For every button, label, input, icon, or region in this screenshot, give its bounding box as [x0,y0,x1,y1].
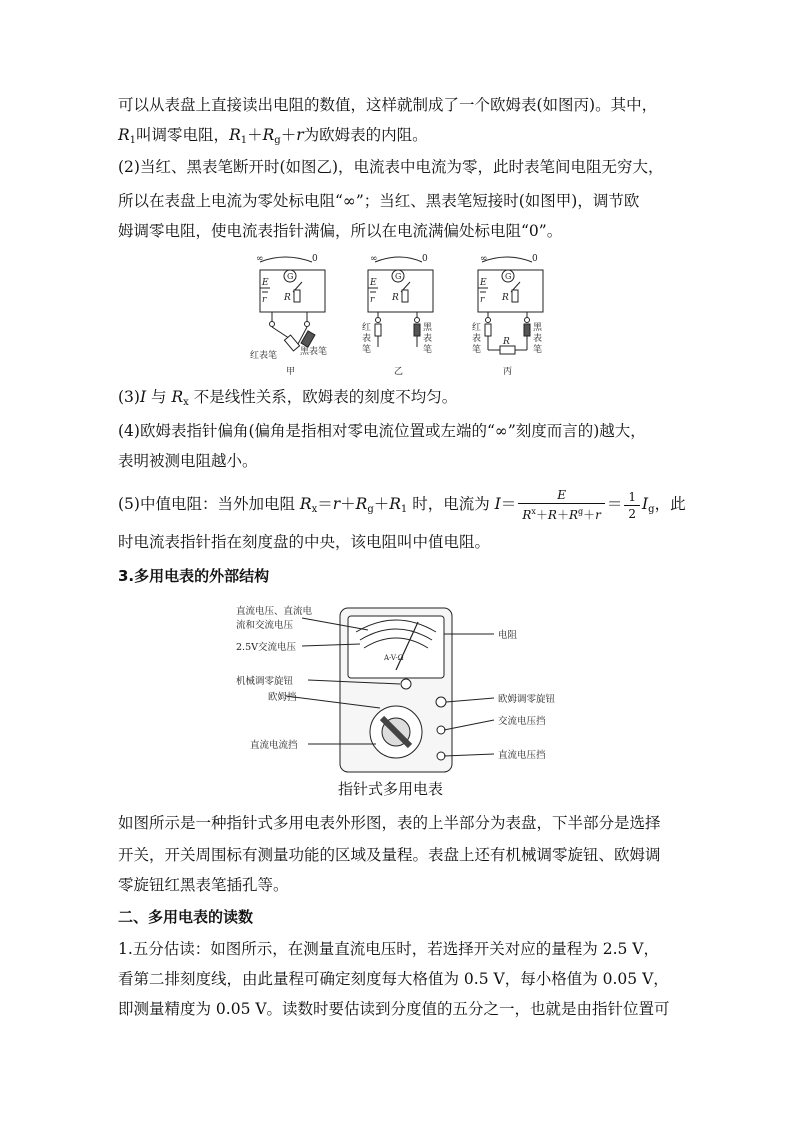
text-line-1: 可以从表盘上直接读出电阻的数值，这样就制成了一个欧姆表(如图丙)。其中， [118,96,658,114]
text-line-9: (5)中值电阻：当外加电阻 $R_x=r+R_g+R_1$ 时，电流为 I＝ $\frac{E}{R^x+R+R^g+r}$ ＝ $\frac{1}{2}$ $I_g$，此 [118,488,686,522]
R-label-a: R [284,293,291,303]
black-probe-label-a: 黑表笔 [300,347,328,357]
label-dc-current-range: 直流电流挡 [250,740,298,751]
rx-label: R [503,337,510,347]
zero-label-c: 0 [532,254,538,264]
emf-label-b: E [370,278,377,288]
figure-bing-label: 丙 [503,367,513,377]
red-probe-c-3: 笔 [472,345,482,355]
text-line-14: 1.五分估读：如图所示，在测量直流电压时，若选择开关对应的量程为 2.5 V， [118,940,659,958]
red-probe-b-3: 笔 [362,345,372,355]
text-line-7: (4)欧姆表指针偏角(偏角是指相对零电流位置或左端的“∞”刻度而言的)越大， [118,422,646,440]
label-dc-ac: 流和交流电压 [236,620,294,631]
r-label-c: r [480,295,485,305]
label-mech-zero-knob: 机械调零旋钮 [236,676,294,687]
emf-label-c: E [480,278,487,288]
R-label-b: R [392,293,399,303]
figure-jia-label: 甲 [286,367,296,377]
galvanometer-b: G [395,272,402,281]
text-line-13: 零旋钮红黑表笔插孔等。 [118,876,289,894]
label-dc-voltage: 直流电压、直流电 [236,606,313,617]
label-25v-ac: 2.5V交流电压 [236,642,296,653]
infinity-label-c: ∞ [480,254,488,264]
text-line-16: 即测量精度为 0.05 V。读数时要估读到分度值的五分之一，也就是由指针位置可 [118,1000,670,1018]
current-fraction: $\frac{E}{R^x+R+R^g+r}$ [518,487,605,523]
black-probe-c-3: 笔 [533,345,543,355]
label-ac-voltage-range: 交流电压挡 [498,716,546,727]
red-probe-b-2: 表 [362,334,372,344]
label-ohm-zero-knob: 欧姆调零旋钮 [498,694,556,705]
red-probe-c-2: 表 [472,334,482,344]
text-line-12: 开关，开关周围标有测量功能的区域及量程。表盘上还有机械调零旋钮、欧姆调 [118,846,661,864]
text-line-2: $R_1$叫调零电阻，$R_1+R_g+r$为欧姆表的内阻。 [118,126,428,146]
galvanometer-a: G [287,272,294,281]
r-label-a: r [262,295,267,305]
text-line-8: 表明被测电阻越小。 [118,452,258,470]
section-heading-3: 3.多用电表的外部结构 [118,567,270,585]
red-probe-c-1: 红 [472,323,482,333]
text-line-15: 看第二排刻度线，由此量程可确定刻度每大格值为 0.5 V，每小格值为 0.05 V， [118,970,669,988]
black-probe-c-1: 黑 [533,323,543,333]
red-probe-b-1: 红 [362,323,372,333]
text-line-4: 所以在表盘上电流为零处标电阻“∞”；当红、黑表笔短接时(如图甲)，调节欧 [118,192,640,210]
R-label-c: R [502,293,509,303]
figure-caption: 指针式多用电表 [338,780,444,798]
label-resistance: 电阻 [498,630,518,641]
label-ohm-range: 欧姆挡 [268,692,297,703]
text-line-10: 时电流表指针指在刻度盘的中央，该电阻叫中值电阻。 [118,533,491,551]
zero-label-a: 0 [312,254,318,264]
dial-label: A-V-Ω [384,654,404,662]
black-probe-c-2: 表 [533,334,543,344]
black-probe-b-1: 黑 [423,323,433,333]
label-dc-voltage-range: 直流电压挡 [498,750,546,761]
multimeter-figure [232,596,582,776]
r-label-b: r [370,295,375,305]
text-line-11: 如图所示是一种指针式多用电表外形图，表的上半部分为表盘，下半部分是选择 [118,814,661,832]
section-heading-2: 二、多用电表的读数 [118,908,254,926]
figure-yi-label: 乙 [394,367,404,377]
galvanometer-c: G [505,272,512,281]
zero-label-b: 0 [422,254,428,264]
infinity-label-a: ∞ [256,254,264,264]
circuit-figures [250,252,550,377]
emf-label-a: E [262,278,269,288]
text-line-6: (3)I 与 $R_x$ 不是线性关系，欧姆表的刻度不均匀。 [118,388,458,408]
text-line-5: 姆调零电阻，使电流表指针满偏，所以在电流满偏处标电阻“0”。 [118,222,563,240]
infinity-label-b: ∞ [370,254,378,264]
black-probe-b-2: 表 [423,334,433,344]
red-probe-label-a: 红表笔 [250,351,278,361]
text-line-3: (2)当红、黑表笔断开时(如图乙)，电流表中电流为零，此时表笔间电阻无穷大， [118,158,664,176]
black-probe-b-3: 笔 [423,345,433,355]
